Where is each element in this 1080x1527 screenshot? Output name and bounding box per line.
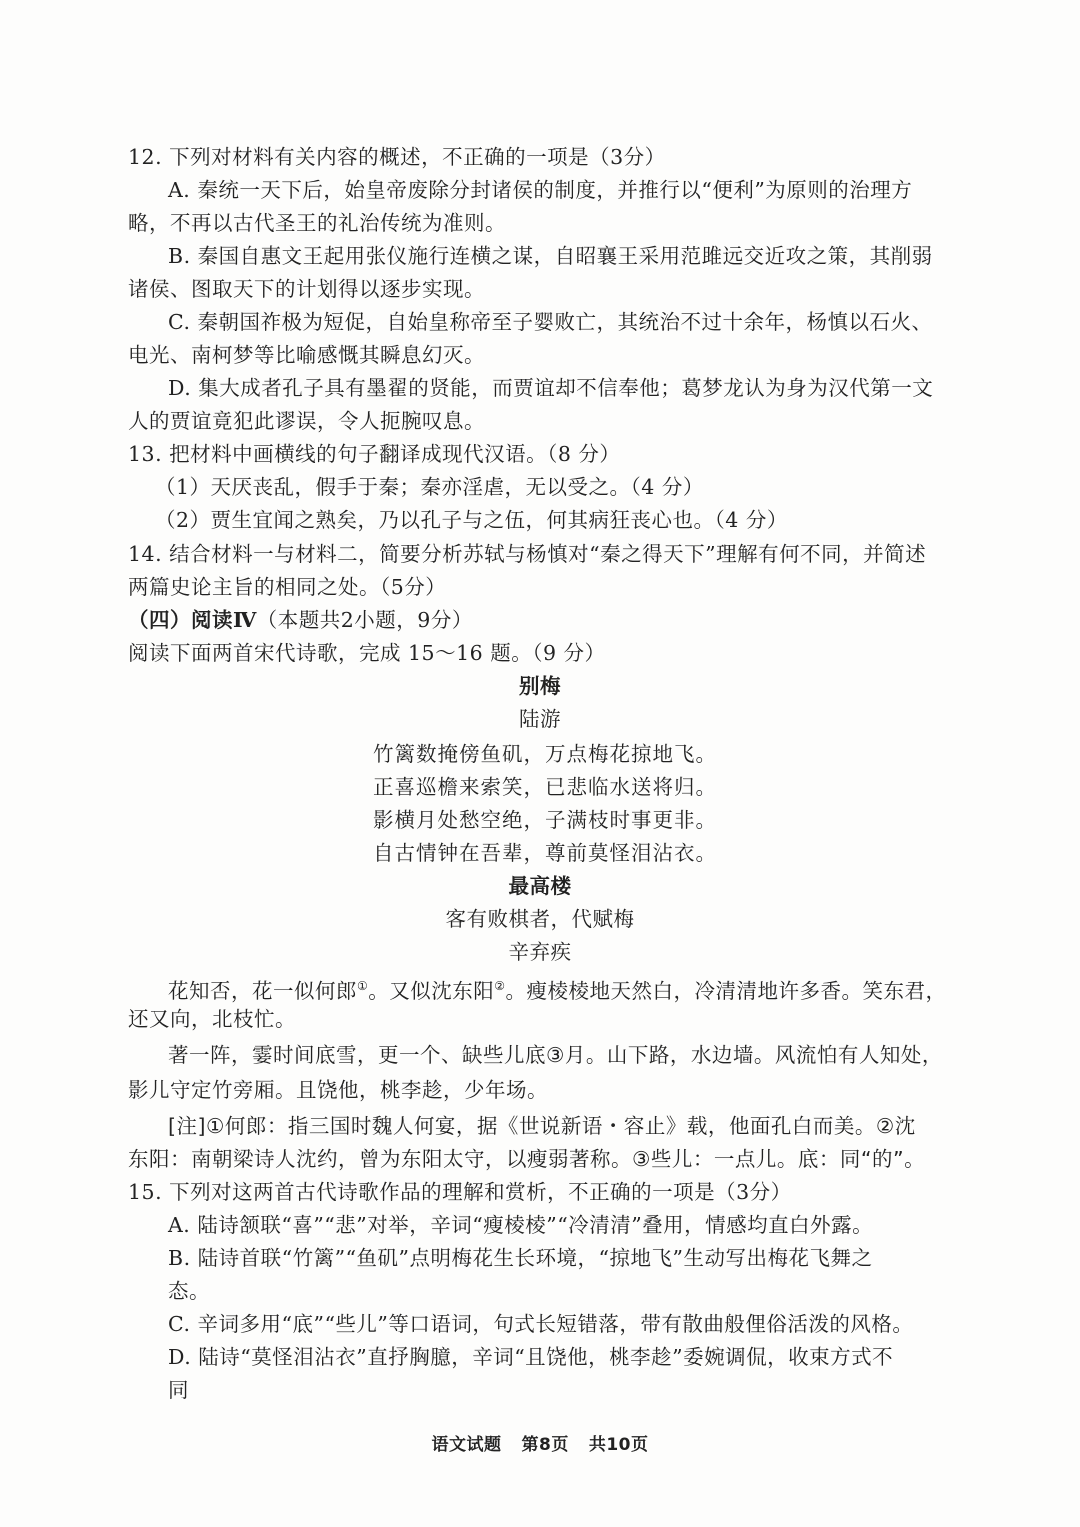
poem1-line: 竹篱数掩傍鱼矶，万点梅花掠地飞。	[373, 742, 717, 766]
q15-option-b-line1: B. 陆诗首联“竹篱”“鱼矶”点明梅花生长环境，“掠地飞”生动写出梅花飞舞之	[168, 1246, 873, 1270]
poem1-line: 影横月处愁空绝，子满枝时事更非。	[373, 808, 717, 832]
q15-option-d-line1: D. 陆诗“莫怪泪沾衣”直抒胸臆，辛词“且饶他，桃李趁”委婉调侃，收束方式不	[168, 1345, 894, 1369]
poem1-line: 自古情钟在吾辈，尊前莫怪泪沾衣。	[373, 841, 717, 865]
page-footer	[0, 1431, 1080, 1459]
poem2-stanza1-line1	[168, 972, 947, 1005]
section-4-title: （四）阅读Ⅳ	[128, 608, 257, 632]
q12-option-b-line1: B. 秦国自惠文王起用张仪施行连横之谋，自昭襄王采用范雎远交近攻之策，其削弱	[168, 244, 933, 268]
q13-stem: 13. 把材料中画横线的句子翻译成现代汉语。（8 分）	[128, 442, 621, 466]
poem1-title: 别梅	[519, 674, 561, 698]
q15-option-b-line2: 态。	[168, 1279, 210, 1303]
poem-notes-line2: 东阳：南朝梁诗人沈约，曾为东阳太守，以瘦弱著称。③些儿：一点儿。底：同“的”。	[128, 1147, 926, 1171]
q14-line1: 14. 结合材料一与材料二，简要分析苏轼与杨慎对“秦之得天下”理解有何不同，并简述	[128, 542, 927, 566]
q12-option-a-line1: A. 秦统一天下后，始皇帝废除分封诸侯的制度，并推行以“便利”为原则的治理方	[168, 178, 913, 202]
poem1-author: 陆游	[519, 707, 561, 731]
poem2-subtitle: 客有败棋者，代赋梅	[445, 907, 635, 931]
q12-option-c-line1: C. 秦朝国祚极为短促，自始皇称帝至子婴败亡，其统治不过十余年，杨慎以石火、	[168, 310, 933, 334]
q12-stem: 12. 下列对材料有关内容的概述，不正确的一项是（3分）	[128, 145, 666, 169]
q15-stem: 15. 下列对这两首古代诗歌作品的理解和赏析，不正确的一项是（3分）	[128, 1180, 792, 1204]
footer-page-number: 第8页	[521, 1435, 569, 1455]
q12-option-a-line2: 略，不再以古代圣王的礼治传统为准则。	[128, 211, 506, 235]
q12-option-d-line1: D. 集大成者孔子具有墨翟的贤能，而贾谊却不信奉他；葛梦龙认为身为汉代第一文	[168, 376, 934, 400]
q13-sentence-1: （1）天厌丧乱，假手于秦；秦亦淫虐，无以受之。（4 分）	[155, 475, 704, 499]
poem1-line: 正喜巡檐来索笑，已悲临水送将归。	[373, 775, 717, 799]
section-4-scoring: （本题共2小题，9分）	[256, 608, 473, 632]
q15-option-c: C. 辛词多用“底”“些儿”等口语词，句式长短错落，带有散曲般俚俗活泼的风格。	[168, 1312, 914, 1336]
q15-option-a: A. 陆诗颔联“喜”“悲”对举，辛词“瘦棱棱”“冷清清”叠用，情感均直白外露。	[168, 1213, 874, 1237]
poem2-stanza2-line2: 影儿守定竹旁厢。且饶他，桃李趁，少年场。	[128, 1078, 548, 1102]
poem2-text: 。瘦棱棱地天然白，冷清清地许多香。笑东君，	[505, 978, 947, 1003]
q14-line2: 两篇史论主旨的相同之处。（5分）	[128, 575, 447, 599]
poem2-stanza2-line1: 著一阵，霎时间底雪，更一个、缺些儿底③月。山下路，水边墙。风流怕有人知处，	[168, 1043, 943, 1067]
poem2-text: 花知否，花一似何郎	[168, 978, 357, 1003]
footer-subject: 语文试题	[431, 1435, 502, 1455]
q12-option-b-line2: 诸侯、图取天下的计划得以逐步实现。	[128, 277, 485, 301]
q15-option-d-line2: 同	[168, 1378, 189, 1402]
poem-notes-line1: [注]①何郎：指三国时魏人何宴，据《世说新语・容止》载，他面孔白而美。②沈	[168, 1114, 916, 1138]
footnote-marker-2: ②	[494, 979, 506, 993]
poem2-text: 。又似沈东阳	[368, 978, 495, 1003]
section-4-heading	[128, 606, 473, 634]
footnote-marker-1: ①	[357, 979, 369, 993]
poem2-title: 最高楼	[508, 874, 572, 898]
footer-total-pages: 共10页	[588, 1435, 649, 1455]
q12-option-c-line2: 电光、南柯梦等比喻感慨其瞬息幻灭。	[128, 343, 485, 367]
q12-option-d-line2: 人的贾谊竟犯此谬误，令人扼腕叹息。	[128, 409, 485, 433]
poem2-stanza1-line2: 还又向，北枝忙。	[128, 1007, 296, 1031]
section-4-intro: 阅读下面两首宋代诗歌，完成 15～16 题。（9 分）	[128, 641, 606, 665]
q13-sentence-2: （2）贾生宜闻之熟矣，乃以孔子与之伍，何其病狂丧心也。（4 分）	[155, 508, 788, 532]
poem2-author: 辛弃疾	[508, 940, 572, 964]
